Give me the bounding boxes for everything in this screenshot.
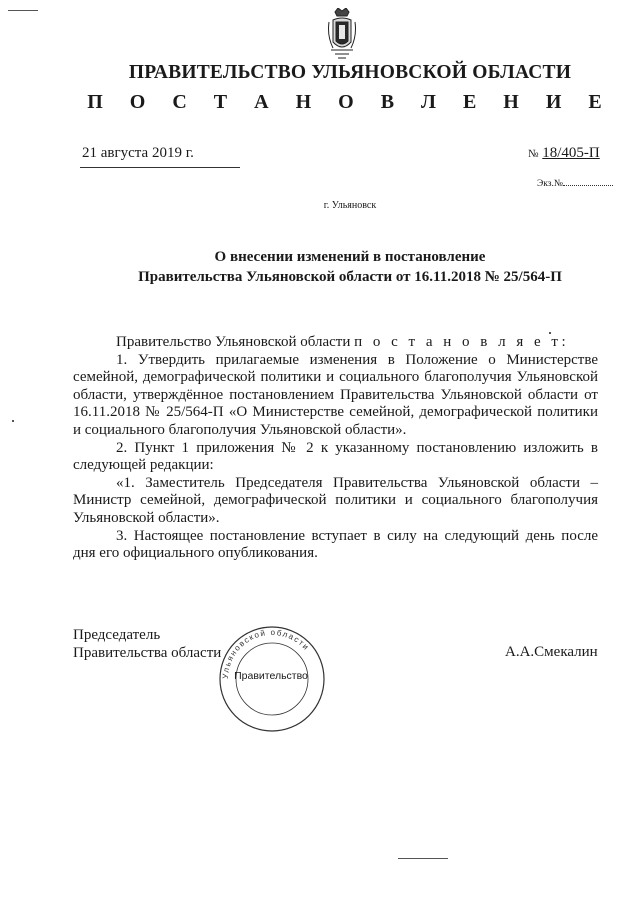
signatory-post — [73, 626, 221, 662]
item-1-paragraph: 1. Утвердить прилагаемые изменения в Положение о Министерстве семейной, демографической политики и социального благополучия Ульяновской области, утверждённое постановлением Правительства Ульяновской области от 16.11.2018 № 25/564-П «О Министерстве семейной, демографической политики и социального благополучия Ульяновской области». — [73, 351, 598, 438]
signatory-post-line-2: Правительства области — [73, 645, 222, 661]
subject-line-1: О внесении изменений в постановление — [214, 249, 486, 265]
copy-blank-line — [563, 176, 613, 186]
signatory-post-line-1: Председатель — [73, 627, 161, 643]
document-body — [73, 334, 598, 563]
document-subject — [0, 247, 640, 287]
item-2-quote-paragraph: «1. Заместитель Председателя Правительства Ульяновской области – Министр семейной, демографической политики и социального благополучия Ульяновской области». — [73, 474, 598, 526]
document-number — [528, 145, 600, 162]
copy-number — [537, 176, 613, 189]
number-value: 18/405-П — [542, 145, 600, 161]
intro-paragraph — [73, 334, 598, 352]
scan-mark — [8, 10, 38, 11]
number-sign: № — [528, 148, 539, 160]
document-type-heading: П О С Т А Н О В Л Е Н И Е — [87, 91, 613, 113]
intro-prefix: Правительство Ульяновской области — [116, 334, 351, 350]
date-underline — [80, 167, 240, 168]
government-title: ПРАВИТЕЛЬСТВО УЛЬЯНОВСКОЙ ОБЛАСТИ — [128, 62, 572, 83]
subject-line-2: Правительства Ульяновской области от 16.11.2018 № 25/564-П — [138, 269, 562, 285]
city-name: г. Ульяновск — [323, 200, 377, 211]
intro-verb: п о с т а н о в л я е т: — [354, 334, 570, 350]
scan-mark — [12, 420, 14, 422]
item-2-paragraph: 2. Пункт 1 приложения № 2 к указанному постановлению изложить в следующей редакции: — [73, 439, 598, 474]
coat-of-arms-emblem — [327, 8, 357, 60]
scan-mark — [549, 332, 551, 334]
document-date: 21 августа 2019 г. — [82, 145, 194, 161]
item-3-paragraph: 3. Настоящее постановление вступает в силу на следующий день после дня его официального опубликования. — [73, 527, 598, 562]
copy-label: Экз.№ — [537, 179, 563, 189]
signatory-name: А.А.Смекалин — [505, 644, 598, 660]
scan-mark — [398, 858, 448, 859]
seal-ring-text: Ульяновской области — [220, 627, 312, 680]
seal-center-text: Правительство — [234, 670, 308, 682]
